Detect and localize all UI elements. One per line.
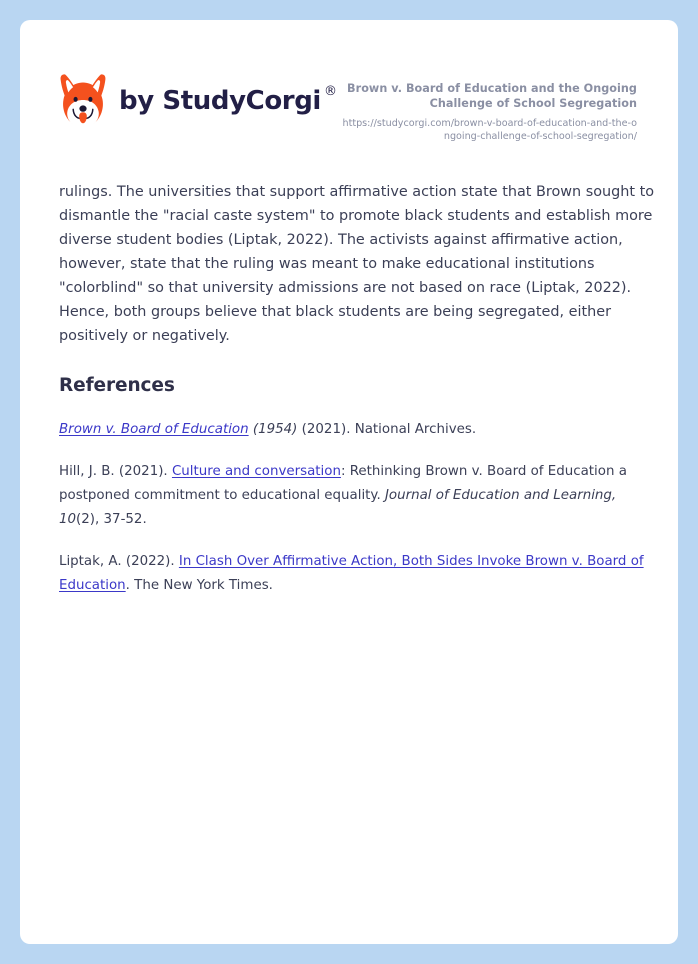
reference-link[interactable]: Brown v. Board of Education (59, 422, 249, 437)
body-paragraph: rulings. The universities that support affirmative action state that Brown sought to dismantle the "racial caste system" to promote black students and establish more diverse student bodies (Liptak, 2022). The activists against affirmative action, however, state that the ruling was meant to make educational institutions "colorblind" so that university admissions are not based on race (Liptak, 2022). Hence, both groups believe that black students are being segregated, either positively or negatively. (59, 184, 655, 344)
references-heading: References (59, 375, 175, 396)
registered-trademark-icon: ® (323, 83, 337, 99)
reference-text: : Rethinking Brown v. Board of Education a postponed commitment to educational equality. (59, 464, 627, 503)
reference-link[interactable]: In Clash Over Affirmative Action, Both Sides Invoke Brown v. Board of Education (59, 554, 644, 593)
reference-journal-title: Journal of Education and Learning, 10 (59, 488, 617, 527)
document-body (59, 180, 655, 598)
page-title: Brown v. Board of Education and the Ongoing Challenge of School Segregation (347, 82, 637, 110)
reference-item (59, 418, 655, 442)
document-page-card (20, 20, 678, 944)
document-header (20, 20, 678, 148)
reference-item (59, 550, 655, 598)
reference-suffix: (2), 37-52. (76, 512, 147, 527)
brand-wordmark (119, 83, 337, 116)
reference-text: (2021). National Archives. (297, 422, 477, 437)
header-meta-block (337, 20, 678, 143)
corgi-logo-icon (59, 73, 107, 128)
page-url[interactable]: https://studycorgi.com/brown-v-board-of-education-and-the-ongoing-challenge-of-school-segregation/ (342, 117, 637, 142)
brand-wordmark-text: by StudyCorgi (119, 85, 321, 116)
reference-prefix: Hill, J. B. (2021). (59, 464, 172, 479)
reference-italic-year: (1954) (248, 422, 298, 437)
brand-logo-block[interactable] (20, 20, 337, 128)
reference-prefix: Liptak, A. (2022). (59, 554, 179, 569)
reference-link[interactable]: Culture and conversation (171, 464, 341, 479)
reference-suffix: . The New York Times. (125, 578, 273, 593)
reference-item (59, 460, 655, 532)
reference-list (59, 418, 655, 598)
